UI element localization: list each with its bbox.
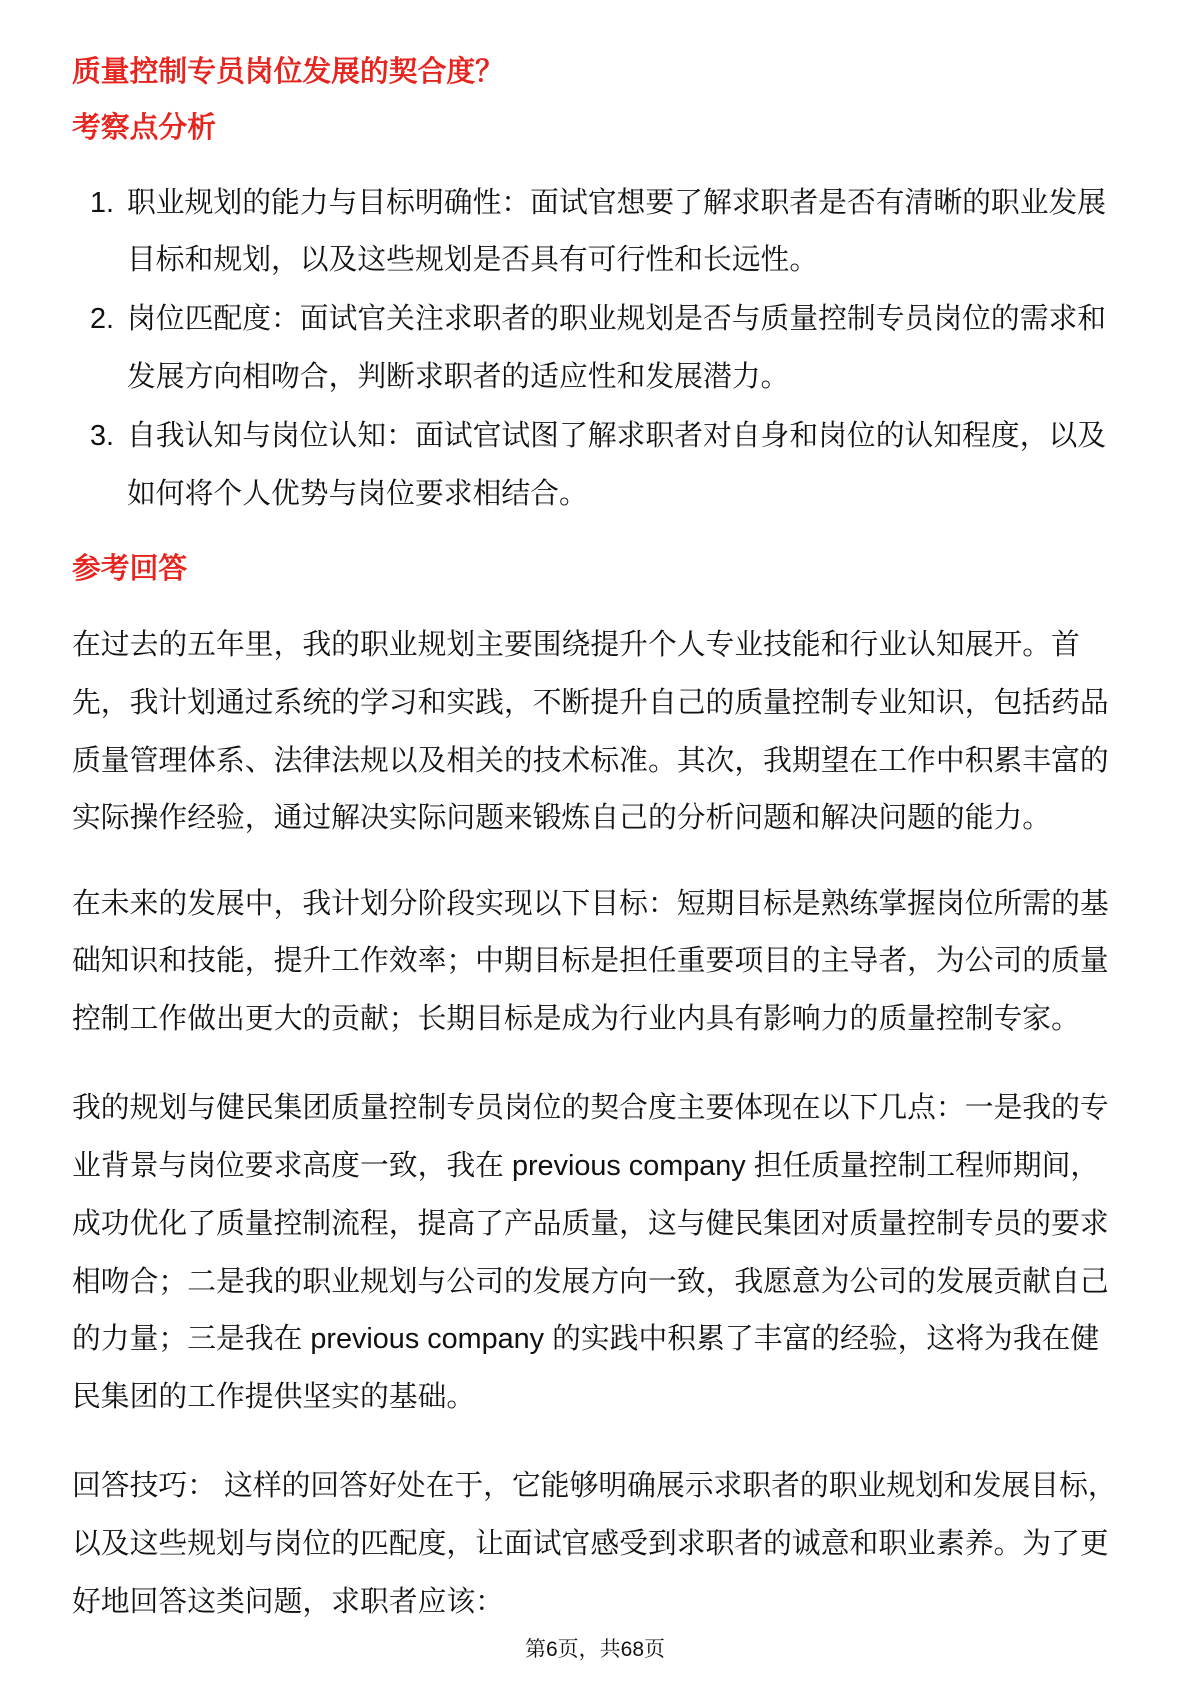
paragraph-line: 础知识和技能，提升工作效率；中期目标是担任重要项目的主导者，为公司的质量 — [72, 945, 1109, 978]
paragraph-line: 在未来的发展中，我计划分阶段实现以下目标：短期目标是熟练掌握岗位所需的基 — [72, 887, 1109, 920]
list-item-line: 自我认知与岗位认知：面试官试图了解求职者对自身和岗位的认知程度，以及 — [127, 420, 1107, 453]
answer-tips-paragraph — [72, 1458, 1118, 1631]
list-item-number: 2. — [90, 303, 115, 336]
list-item-text — [127, 291, 1118, 407]
reference-answer-heading: 参考回答 — [72, 553, 188, 586]
page-footer: 第6页，共68页 — [524, 1638, 666, 1661]
list-item-text — [127, 408, 1118, 524]
list-item-number: 1. — [90, 186, 115, 219]
list-item-line: 职业规划的能力与目标明确性：面试官想要了解求职者是否有清晰的职业发展 — [127, 186, 1107, 219]
paragraph-line: 好地回答这类问题，求职者应该： — [72, 1585, 504, 1618]
list-item-line: 如何将个人优势与岗位要求相结合。 — [127, 477, 588, 510]
list-item — [72, 291, 1118, 407]
paragraph-line: 在过去的五年里，我的职业规划主要围绕提升个人专业技能和行业认知展开。首 — [72, 629, 1080, 661]
paragraph-line: 的力量；三是我在 previous company 的实践中积累了丰富的经验，这将为我在健 — [72, 1323, 1100, 1356]
paragraph-line: 民集团的工作提供坚实的基础。 — [72, 1381, 476, 1414]
paragraph-line: 实际操作经验，通过解决实际问题来锻炼自己的分析问题和解决问题的能力。 — [72, 802, 1052, 835]
paragraph-line: 控制工作做出更大的贡献；长期目标是成为行业内具有影响力的质量控制专家。 — [72, 1003, 1080, 1036]
paragraph-line: 质量管理体系、法律法规以及相关的技术标准。其次，我期望在工作中积累丰富的 — [72, 744, 1109, 777]
list-item-line: 发展方向相吻合，判断求职者的适应性和发展潜力。 — [127, 361, 790, 394]
list-item — [72, 408, 1118, 524]
answer-paragraph — [72, 876, 1118, 1049]
paragraph-line: 我的规划与健民集团质量控制专员岗位的契合度主要体现在以下几点：一是我的专 — [72, 1092, 1109, 1125]
page-title: 质量控制专员岗位发展的契合度？ — [72, 56, 504, 88]
paragraph-line: 回答技巧： 这样的回答好处在于，它能够明确展示求职者的职业规划和发展目标， — [72, 1470, 1117, 1503]
list-item-number: 3. — [90, 420, 115, 453]
paragraph-line: 先，我计划通过系统的学习和实践，不断提升自己的质量控制专业知识，包括药品 — [72, 686, 1109, 719]
analysis-heading: 考察点分析 — [72, 112, 216, 144]
paragraph-line: 成功优化了质量控制流程，提高了产品质量，这与健民集团对质量控制专员的要求 — [72, 1207, 1109, 1240]
list-item-text — [127, 175, 1118, 291]
list-item — [72, 175, 1118, 291]
list-item-line: 目标和规划，以及这些规划是否具有可行性和长远性。 — [127, 244, 819, 277]
answer-paragraph — [72, 1080, 1118, 1427]
paragraph-line: 业背景与岗位要求高度一致，我在 previous company 担任质量控制工程师期间， — [72, 1149, 1100, 1182]
paragraph-line: 以及这些规划与岗位的匹配度，让面试官感受到求职者的诚意和职业素养。为了更 — [72, 1527, 1109, 1560]
paragraph-line: 相吻合；二是我的职业规划与公司的发展方向一致，我愿意为公司的发展贡献自己 — [72, 1265, 1109, 1298]
analysis-list — [72, 175, 1118, 525]
answer-paragraph — [72, 617, 1118, 848]
list-item-line: 岗位匹配度：面试官关注求职者的职业规划是否与质量控制专员岗位的需求和 — [127, 303, 1107, 336]
